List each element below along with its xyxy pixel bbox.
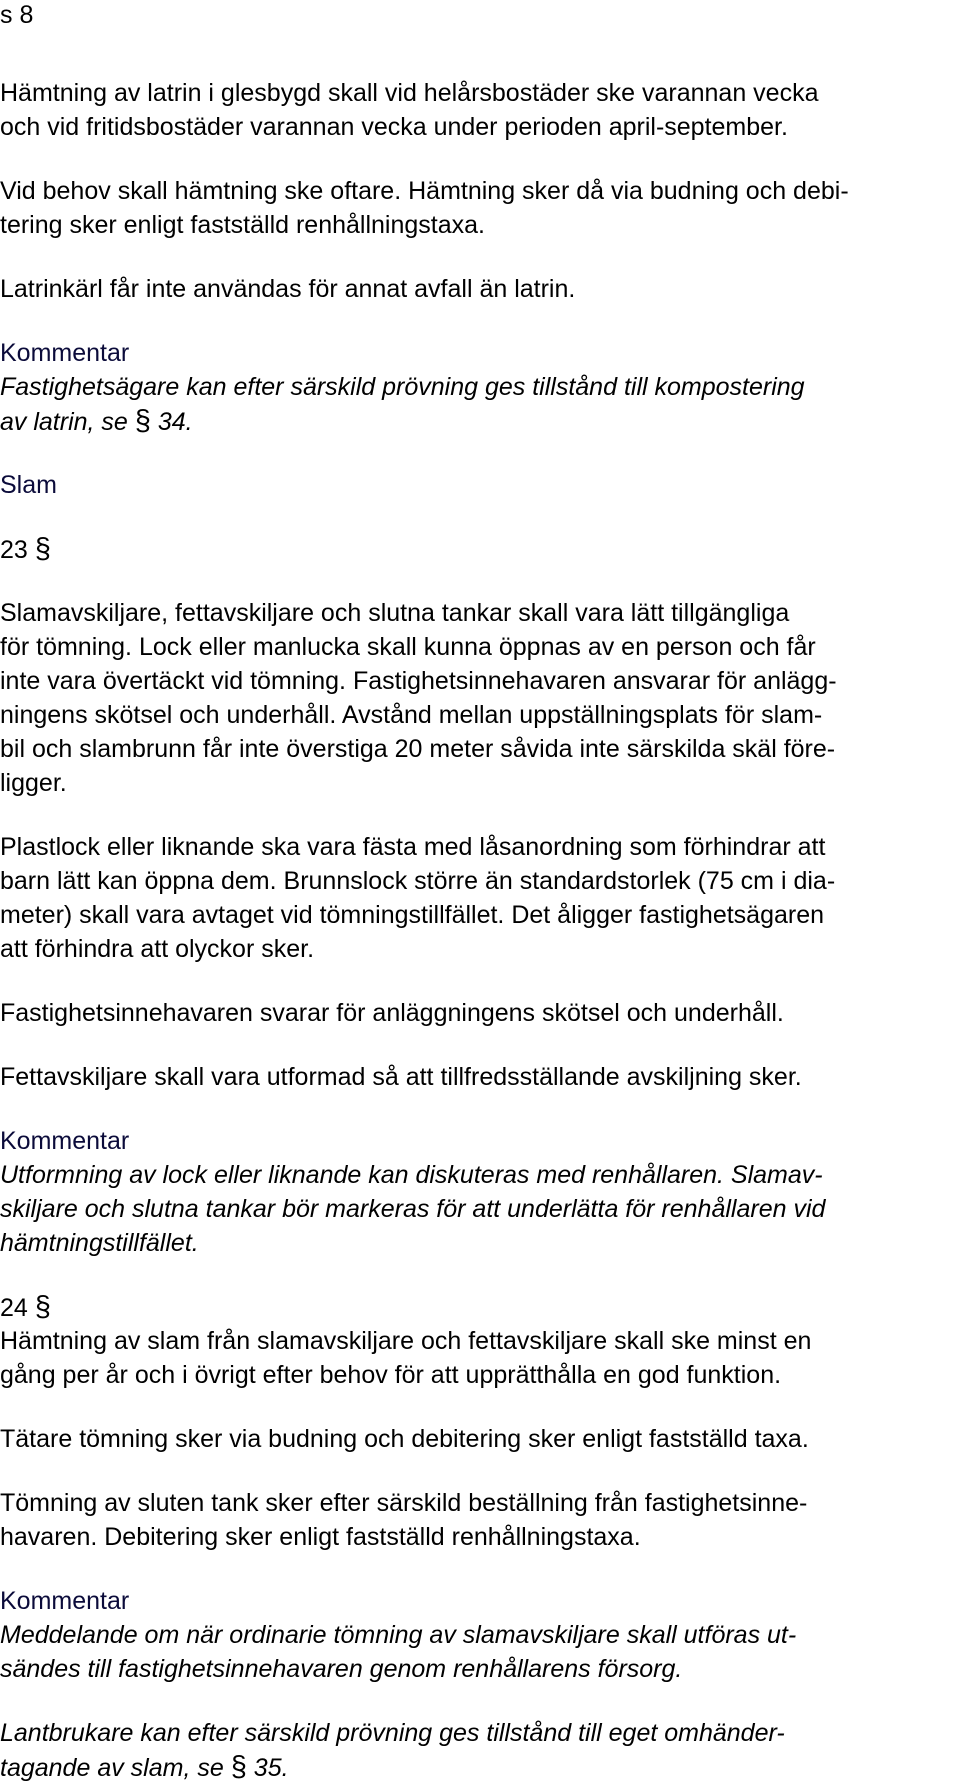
line-text: 23 (0, 536, 35, 564)
comment-text-line (0, 1752, 289, 1782)
body-text-line: och vid fritidsbostäder varannan vecka under perioden april-september. (0, 113, 788, 141)
body-text-line: Hämtning av latrin i glesbygd skall vid helårsbostäder ske varannan vecka (0, 79, 819, 107)
body-text-line: inte vara övertäckt vid tömning. Fastighetsinnehavaren ansvarar för anlägg- (0, 667, 837, 695)
comment-text-line: Meddelande om när ordinarie tömning av slamavskiljare skall utföras ut- (0, 1621, 797, 1649)
line-text: 24 (0, 1294, 35, 1322)
comment-heading: Kommentar (0, 339, 130, 367)
page-number: s 8 (0, 1, 34, 29)
body-text-line: bil och slambrunn får inte överstiga 20 meter såvida inte särskilda skäl före- (0, 735, 836, 763)
body-text-line: meter) skall vara avtaget vid tömningstillfället. Det åligger fastighetsägaren (0, 901, 825, 929)
body-text-line: Tätare tömning sker via budning och debitering sker enligt fastställd taxa. (0, 1425, 809, 1453)
section-sign: § (134, 405, 151, 437)
comment-text-line: Fastighetsägare kan efter särskild prövning ges tillstånd till kompostering (0, 373, 805, 401)
body-text-line: Slamavskiljare, fettavskiljare och slutna tankar skall vara lätt tillgängliga (0, 599, 790, 627)
comment-text-line: Lantbrukare kan efter särskild prövning ges tillstånd till eget omhänder- (0, 1719, 785, 1747)
body-text-line: att förhindra att olyckor sker. (0, 935, 315, 963)
paragraph-number (0, 534, 51, 564)
body-text-line: barn lätt kan öppna dem. Brunnslock större än standardstorlek (75 cm i dia- (0, 867, 836, 895)
body-text-line: tering sker enligt fastställd renhållningstaxa. (0, 211, 485, 239)
section-sign: § (34, 1291, 51, 1323)
comment-text-line: Utformning av lock eller liknande kan diskuteras med renhållaren. Slamav- (0, 1161, 823, 1189)
paragraph-number (0, 1292, 51, 1322)
body-text-line: gång per år och i övrigt efter behov för att upprätthålla en god funktion. (0, 1361, 782, 1389)
section-reference: 34. (150, 408, 193, 436)
body-text-line: Fettavskiljare skall vara utformad så att tillfredsställande avskiljning sker. (0, 1063, 802, 1091)
body-text-line: ligger. (0, 769, 67, 797)
comment-heading: Kommentar (0, 1127, 130, 1155)
comment-text-line: skiljare och slutna tankar bör markeras för att underlätta för renhållaren vid (0, 1195, 826, 1223)
body-text-line: Hämtning av slam från slamavskiljare och fettavskiljare skall ske minst en (0, 1327, 812, 1355)
line-text: tagande av slam, se (0, 1754, 231, 1782)
comment-text-line: hämtningstillfället. (0, 1229, 199, 1257)
body-text-line: Vid behov skall hämtning ske oftare. Hämtning sker då via budning och debi- (0, 177, 849, 205)
body-text-line: Latrinkärl får inte användas för annat avfall än latrin. (0, 275, 576, 303)
section-sign: § (34, 533, 51, 565)
body-text-line: havaren. Debitering sker enligt fastställd renhållningstaxa. (0, 1523, 641, 1551)
body-text-line: Tömning av sluten tank sker efter särskild beställning från fastighetsinne- (0, 1489, 808, 1517)
section-heading: Slam (0, 471, 57, 499)
body-text-line: Plastlock eller liknande ska vara fästa med låsanordning som förhindrar att (0, 833, 826, 861)
comment-text-line (0, 406, 193, 436)
body-text-line: för tömning. Lock eller manlucka skall kunna öppnas av en person och får (0, 633, 816, 661)
comment-heading: Kommentar (0, 1587, 130, 1615)
body-text-line: Fastighetsinnehavaren svarar för anläggningens skötsel och underhåll. (0, 999, 784, 1027)
comment-text-line: sändes till fastighetsinnehavaren genom renhållarens försorg. (0, 1655, 683, 1683)
body-text-line: ningens skötsel och underhåll. Avstånd mellan uppställningsplats för slam- (0, 701, 823, 729)
section-reference: 35. (246, 1754, 289, 1782)
line-text: av latrin, se (0, 408, 135, 436)
section-sign: § (230, 1751, 247, 1783)
